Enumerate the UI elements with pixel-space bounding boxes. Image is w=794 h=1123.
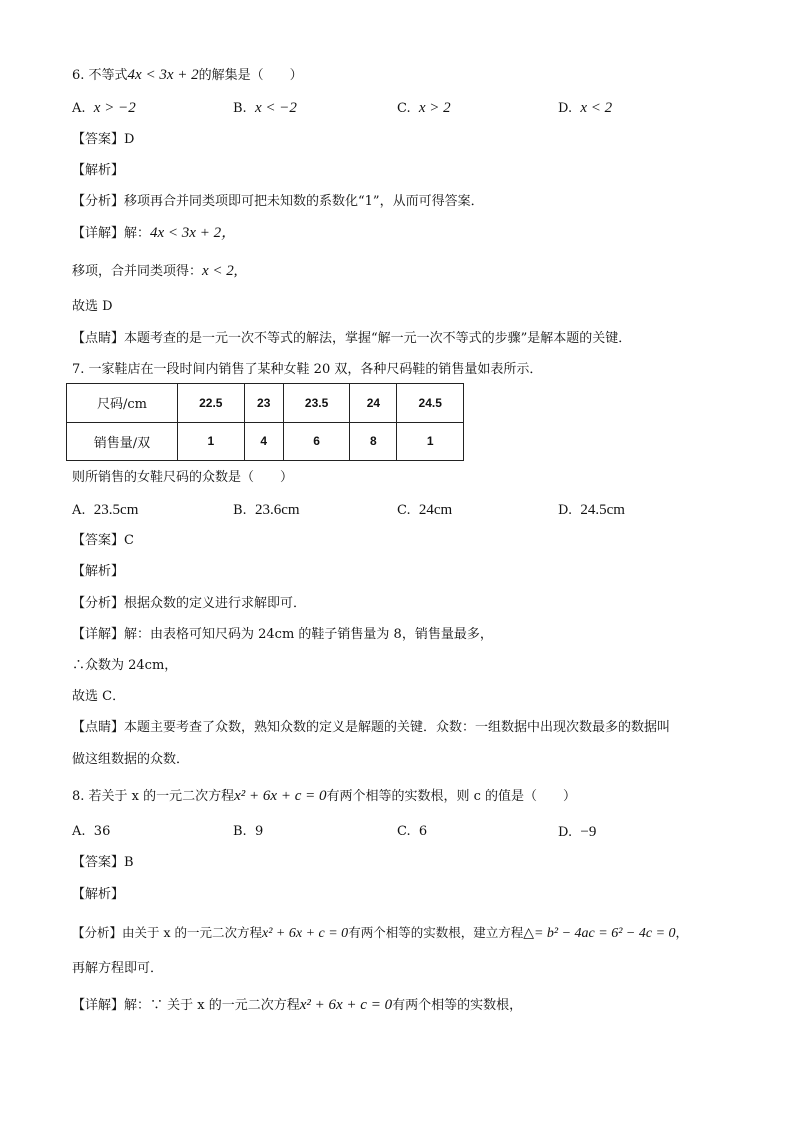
q8-fenxi-line2: 再解方程即可． xyxy=(72,961,164,976)
table-cell: 6 xyxy=(283,422,350,461)
shoe-size-table xyxy=(66,383,464,461)
q7-dianjing-line1: 【点睛】本题主要考查了众数，熟知众数的定义是解题的关键．众数：一组数据中出现次数最多的数据叫 xyxy=(72,720,671,735)
q6-option-b: B. x < −2 xyxy=(233,100,297,116)
q7-xiangjie: 【详解】解：由表格可知尺码为 24cm 的鞋子销售量为 8，销售量最多， xyxy=(72,627,493,642)
q6-option-a: A. x > −2 xyxy=(72,100,136,116)
table-cell: 8 xyxy=(350,422,397,461)
q8-xiangjie: 【详解】解：∵ 关于 x 的一元二次方程x² + 6x + c = 0有两个相等的实数根， xyxy=(72,997,523,1013)
table-cell: 23.5 xyxy=(283,384,350,423)
q6-step: 移项，合并同类项得：x < 2, xyxy=(72,263,238,279)
q6-option-c: C. x > 2 xyxy=(397,100,451,116)
q8-option-d: D. −9 xyxy=(558,824,597,840)
q8-fenxi: 【分析】由关于 x 的一元二次方程x² + 6x + c = 0有两个相等的实数根，建立方程△= b² − 4ac = 6² − 4c = 0， xyxy=(72,925,689,941)
q6-stem: 6. 不等式4x < 3x + 2的解集是（ ） xyxy=(72,67,303,83)
table-cell: 1 xyxy=(178,422,245,461)
q6-option-d: D. x < 2 xyxy=(558,100,613,116)
q7-option-c: C. 24cm xyxy=(397,502,453,518)
q7-option-a: A. 23.5cm xyxy=(72,502,139,518)
q7-option-b: B. 23.6cm xyxy=(233,502,300,518)
q6-dianjing: 【点睛】本题考查的是一元一次不等式的解法，掌握“解一元一次不等式的步骤”是解本题的关键． xyxy=(72,331,632,346)
q8-analysis-title: 【解析】 xyxy=(72,887,125,902)
table-cell: 4 xyxy=(244,422,283,461)
table-cell: 24 xyxy=(350,384,397,423)
q7-stem: 7. 一家鞋店在一段时间内销售了某种女鞋 20 双，各种尺码鞋的销售量如表所示． xyxy=(72,362,543,377)
q8-equation: x² + 6x + c = 0 xyxy=(234,788,327,804)
q7-answer: 【答案】C xyxy=(72,533,134,548)
q6-fenxi: 【分析】移项再合并同类项即可把未知数的系数化“1”，从而可得答案． xyxy=(72,194,484,209)
q7-dianjing-line2: 做这组数据的众数． xyxy=(72,752,190,767)
table-header-size: 尺码/cm xyxy=(67,384,178,423)
q8-answer: 【答案】B xyxy=(72,855,134,870)
q8-option-b: B. 9 xyxy=(233,824,264,839)
q6-choose: 故选 D xyxy=(72,299,113,314)
table-row-count xyxy=(67,422,464,461)
table-cell: 23 xyxy=(244,384,283,423)
q7-choose: 故选 C． xyxy=(72,689,126,704)
q7-question: 则所销售的女鞋尺码的众数是（ ） xyxy=(72,470,294,485)
q6-inequality: 4x < 3x + 2 xyxy=(127,67,199,83)
q7-therefore: ∴众数为 24cm， xyxy=(72,658,178,673)
q7-fenxi: 【分析】根据众数的定义进行求解即可． xyxy=(72,596,307,611)
q8-stem: 8. 若关于 x 的一元二次方程x² + 6x + c = 0有两个相等的实数根，则 c 的值是（ ） xyxy=(72,788,577,804)
q8-option-c: C. 6 xyxy=(397,824,428,839)
q6-xiangjie: 【详解】解：4x < 3x + 2， xyxy=(72,225,237,241)
q6-analysis-title: 【解析】 xyxy=(72,163,125,178)
q7-analysis-title: 【解析】 xyxy=(72,564,125,579)
q6-answer: 【答案】D xyxy=(72,132,135,147)
table-cell: 1 xyxy=(397,422,464,461)
table-cell: 22.5 xyxy=(178,384,245,423)
table-cell: 24.5 xyxy=(397,384,464,423)
q8-option-a: A. 36 xyxy=(72,824,111,839)
table-row-size xyxy=(67,384,464,423)
q7-option-d: D. 24.5cm xyxy=(558,502,625,518)
table-header-count: 销售量/双 xyxy=(67,422,178,461)
